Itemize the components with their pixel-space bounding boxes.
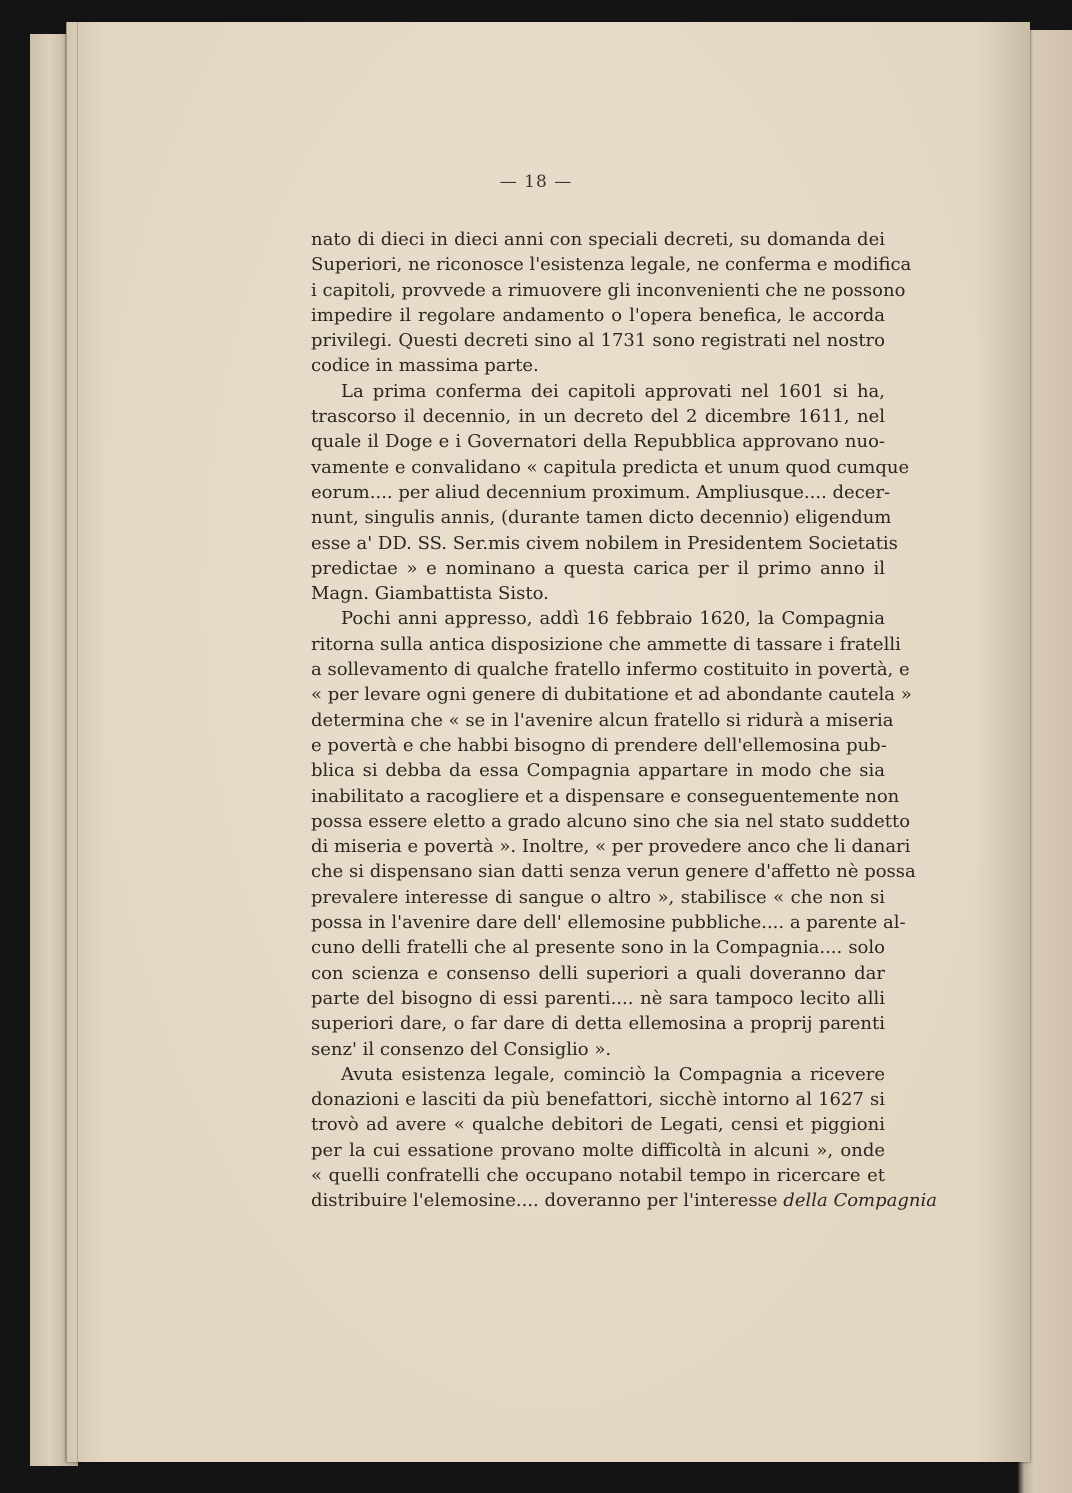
text-fragment: distribuire l'elemosine.... doveranno per l'interesse xyxy=(311,1190,784,1212)
text-line: esse a' DD. SS. Ser.mis civem nobilem in Presidentem Societatis xyxy=(311,532,898,554)
text-line: per la cui essatione provano molte difficoltà in alcuni », onde xyxy=(311,1139,885,1161)
text-line: trovò ad avere « qualche debitori de Legati, censi et piggioni xyxy=(311,1114,885,1136)
text-line: ritorna sulla antica disposizione che ammette di tassare i fratelli xyxy=(311,633,901,655)
text-line: i capitoli, provvede a rimuovere gli inconvenienti che ne possono xyxy=(311,279,906,301)
page-number: — 18 — xyxy=(499,172,573,192)
text-line: privilegi. Questi decreti sino al 1731 sono registrati nel nostro xyxy=(311,330,885,352)
text-line: trascorso il decennio, in un decreto del 2 dicembre 1611, nel xyxy=(311,406,885,428)
text-line: possa in l'avenire dare dell' ellemosine pubbliche.... a parente al- xyxy=(311,912,906,934)
text-line: codice in massima parte. xyxy=(311,355,539,377)
text-line: Magn. Giambattista Sisto. xyxy=(311,583,549,605)
text-line: quale il Doge e i Governatori della Repubblica approvano nuo- xyxy=(311,431,885,453)
text-line: eorum.... per aliud decennium proximum. Ampliusque.... decer- xyxy=(311,481,891,503)
text-line: impedire il regolare andamento o l'opera benefica, le accorda xyxy=(311,304,885,326)
text-line: superiori dare, o far dare di detta ellemosina a proprij parenti xyxy=(311,1013,885,1035)
text-line: Pochi anni appresso, addì 16 febbraio 1620, la Compagnia xyxy=(341,608,885,630)
text-line: blica si debba da essa Compagnia appartare in modo che sia xyxy=(311,760,885,782)
text-line: di miseria e povertà ». Inoltre, « per provedere anco che li danari xyxy=(311,836,911,858)
text-line: che si dispensano sian datti senza verun genere d'affetto nè possa xyxy=(311,861,916,883)
text-line: e povertà e che habbi bisogno di prendere dell'ellemosina pub- xyxy=(311,734,887,756)
text-line: nunt, singulis annis, (durante tamen dicto decennio) eligendum xyxy=(311,507,892,529)
text-line: inabilitato a racogliere et a dispensare e conseguentemente non xyxy=(311,785,900,807)
page-stack-edge xyxy=(66,22,78,1462)
text-line: Avuta esistenza legale, cominciò la Compagnia a ricevere xyxy=(341,1063,885,1085)
text-line: vamente e convalidano « capitula predicta et unum quod cumque xyxy=(311,456,910,478)
text-line: donazioni e lasciti da più benefattori, sicchè intorno al 1627 si xyxy=(311,1089,885,1111)
body-text xyxy=(311,227,937,1214)
text-line: senz' il consenzo del Consiglio ». xyxy=(311,1038,612,1060)
text-line: cuno delli fratelli che al presente sono in la Compagnia.... solo xyxy=(311,937,885,959)
text-line: « per levare ogni genere di dubitatione et ad abondante cautela » xyxy=(311,684,912,706)
text-line: predictae » e nominano a questa carica per il primo anno il xyxy=(311,557,885,579)
text-line: parte del bisogno di essi parenti.... nè sara tampoco lecito alli xyxy=(311,987,885,1009)
text-line: a sollevamento di qualche fratello infermo costituito in povertà, e xyxy=(311,659,910,681)
text-line: prevalere interesse di sangue o altro », stabilisce « che non si xyxy=(311,886,885,908)
text-line: nato di dieci in dieci anni con speciali decreti, su domanda dei xyxy=(311,229,885,250)
text-line-final xyxy=(311,1188,937,1213)
italic-text: della Compagnia xyxy=(783,1190,937,1212)
text-line: possa essere eletto a grado alcuno sino che sia nel stato suddetto xyxy=(311,810,911,832)
text-line: con scienza e consenso delli superiori a quali doveranno dar xyxy=(311,962,885,984)
text-line: « quelli confratelli che occupano notabil tempo in ricercare et xyxy=(311,1164,885,1186)
text-line: La prima conferma dei capitoli approvati nel 1601 si ha, xyxy=(341,380,885,402)
text-line: Superiori, ne riconosce l'esistenza legale, ne conferma e modifica xyxy=(311,254,912,276)
text-line: determina che « se in l'avenire alcun fratello si ridurà a miseria xyxy=(311,709,894,731)
